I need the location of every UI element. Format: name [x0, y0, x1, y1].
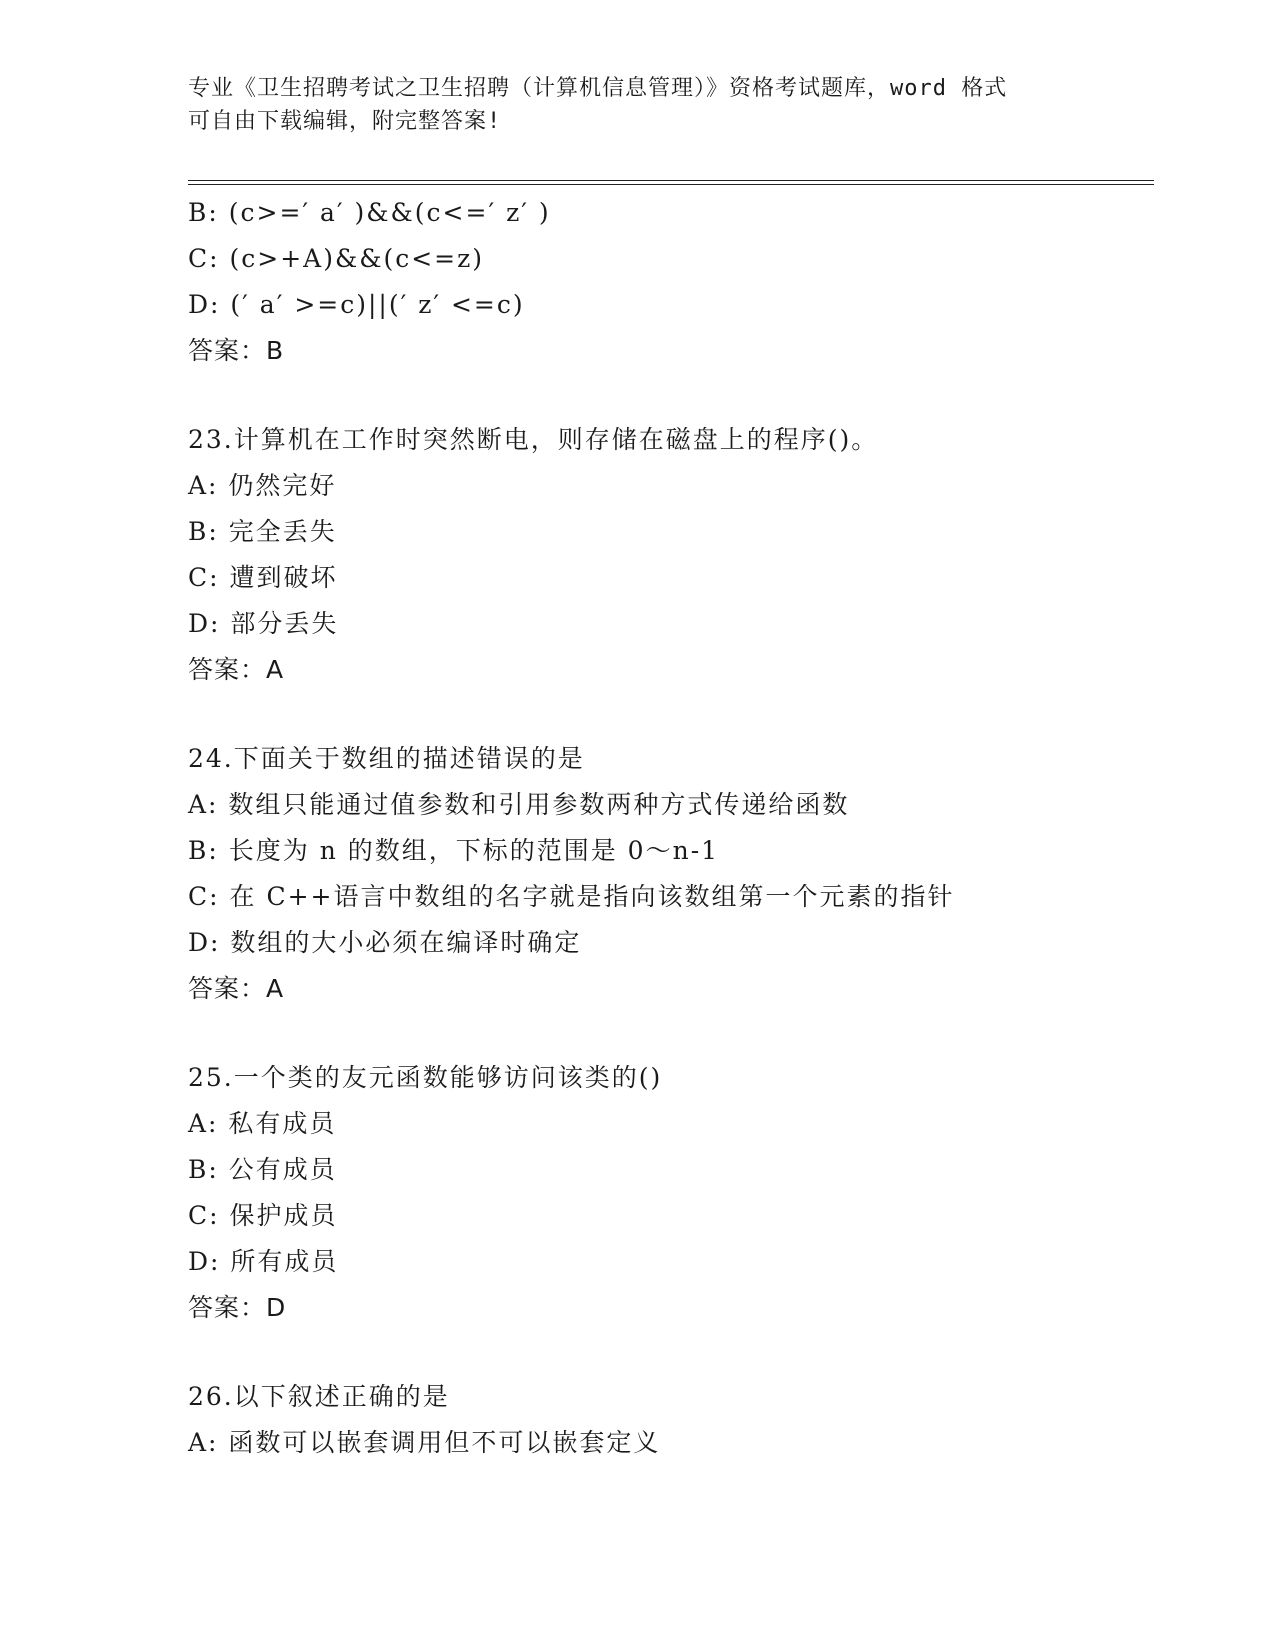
option-c: C: (c>+A)&&(c<=z): [188, 244, 485, 273]
question-title: 26.以下叙述正确的是: [188, 1382, 450, 1411]
question-24: [188, 736, 1148, 1012]
question-title: 24.下面关于数组的描述错误的是: [188, 744, 585, 773]
option-c: C: 在 C++语言中数组的名字就是指向该数组第一个元素的指针: [188, 882, 955, 911]
option-a: A: 函数可以嵌套调用但不可以嵌套定义: [188, 1428, 661, 1457]
option-a: A: 仍然完好: [188, 471, 337, 500]
option-a: A: 私有成员: [188, 1109, 337, 1138]
question-title: 25.一个类的友元函数能够访问该类的(): [188, 1063, 663, 1092]
question-23: [188, 417, 1148, 693]
option-d: D: 数组的大小必须在编译时确定: [188, 928, 582, 957]
option-d: D: (′ a′ >=c)||(′ z′ <=c): [188, 290, 525, 319]
option-b: B: (c>=′ a′ )&&(c<=′ z′ ): [188, 198, 551, 227]
question-26: [188, 1374, 1148, 1466]
option-c: C: 遭到破坏: [188, 563, 338, 592]
answer-line: 答案：A: [188, 655, 285, 684]
header-divider-top: [188, 180, 1154, 181]
option-d: D: 部分丢失: [188, 609, 339, 638]
option-b: B: 完全丢失: [188, 517, 337, 546]
question-partial: [188, 190, 1148, 374]
option-b: B: 公有成员: [188, 1155, 337, 1184]
option-a: A: 数组只能通过值参数和引用参数两种方式传递给函数: [188, 790, 850, 819]
option-b: B: 长度为 n 的数组，下标的范围是 0～n-1: [188, 836, 720, 865]
question-title: 23.计算机在工作时突然断电，则存储在磁盘上的程序()。: [188, 425, 879, 454]
header-line-2: 可自由下载编辑，附完整答案!: [188, 109, 502, 134]
answer-line: 答案：D: [188, 1293, 287, 1322]
answer-line: 答案：B: [188, 336, 285, 365]
answer-line: 答案：A: [188, 974, 285, 1003]
question-list: [188, 190, 1148, 1466]
header-divider-bottom: [188, 184, 1154, 185]
document-header: [188, 72, 1088, 138]
option-d: D: 所有成员: [188, 1247, 339, 1276]
option-c: C: 保护成员: [188, 1201, 338, 1230]
question-25: [188, 1055, 1148, 1331]
header-line-1: 专业《卫生招聘考试之卫生招聘（计算机信息管理）》资格考试题库，word 格式: [188, 76, 1008, 101]
